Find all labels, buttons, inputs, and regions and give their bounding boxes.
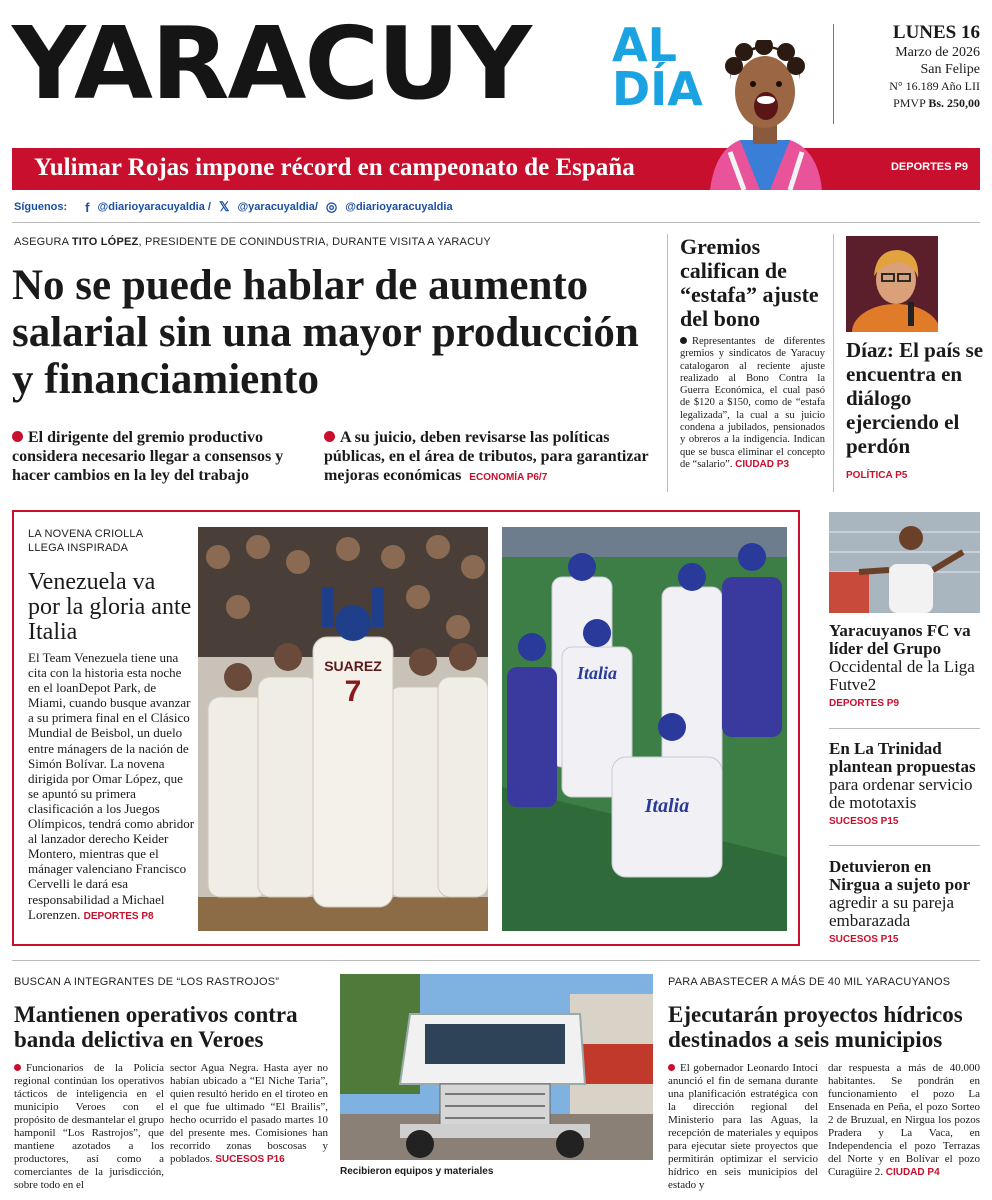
- player-name: SUAREZ: [324, 658, 382, 674]
- trinidad-section[interactable]: SUCESOS P15: [829, 816, 899, 827]
- bullet-dot: [324, 431, 335, 442]
- gremios-body: [680, 336, 825, 471]
- italia-jersey-label: Italia: [644, 795, 690, 817]
- lead-kicker-pre: ASEGURA: [14, 236, 69, 248]
- rastrojos-kicker: BUSCAN A INTEGRANTES DE “LOS RASTROJOS”: [14, 976, 280, 988]
- issue-info: [840, 22, 980, 112]
- divider: [12, 960, 980, 961]
- feature-headline[interactable]: Venezuela va por la gloria ante Italia: [28, 569, 192, 645]
- issue-price: [840, 95, 980, 112]
- masthead-divider: [833, 24, 834, 124]
- price-value: Bs. 250,00: [928, 96, 980, 110]
- divider: [12, 222, 980, 223]
- lead-bullet-2-text: A su juicio, deben revisarse las políticas públicas, en el área de tributos, para garantizar mejoras económicas: [324, 429, 649, 484]
- social-bar: [14, 198, 974, 216]
- diaz-section[interactable]: POLÍTICA P5: [846, 470, 908, 481]
- rastrojos-col2: [170, 1062, 328, 1166]
- gremios-headline[interactable]: Gremios califican de “estafa” ajuste del bono: [680, 234, 819, 331]
- truck-photo: [340, 974, 653, 1160]
- feature-body-text: El Team Venezuela tiene una cita con la historia esta noche en el loanDepot Park, de Miami, cuando busque avanzar a su primera final en el Clásico Mundial de Beisbol, un duelo entre mánagers de la nación de Simón Bolívar. La novena dirigida por Omar López, que se apuntó su primera clasificación a los Juegos Olímpicos, tendrá como abridor al lanzador derecho Keider Montero, mientras que el mánager valenciano Francisco Cervelli le dará esa responsabilidad a Michael Lorenzen.: [28, 650, 195, 922]
- masthead-logo-dia: DÍA: [612, 62, 703, 116]
- gremios-section[interactable]: CIUDAD P3: [735, 458, 790, 470]
- hidricos-section[interactable]: CIUDAD P4: [885, 1167, 940, 1178]
- gremios-body-text: Representantes de diferentes gremios y sindicatos de Yaracuy catalogaron al reciente ajuste realizado al Bono Contra la Guerra Económica, el cual pasó de $120 a $150, como de “estafa legalizada”, la cual a su juicio condena a jubilados, pensionados y obreros a la indigencia. Indican que se busca eliminar el concepto de “salario”.: [680, 336, 825, 470]
- facebook-icon[interactable]: f: [85, 199, 90, 215]
- yaracuyanos-headline-bold: Yaracuyanos FC va líder del Grupo: [829, 621, 971, 658]
- lead-kicker: [14, 236, 654, 248]
- facebook-handle[interactable]: @diarioyaracuyaldia /: [97, 201, 211, 213]
- hidricos-col1: [668, 1062, 818, 1192]
- rastrojos-headline[interactable]: Mantienen operativos contra banda delictiva en Veroes: [14, 1002, 298, 1052]
- athlete-photo-overlay: [700, 148, 830, 190]
- hidricos-kicker: PARA ABASTECER A MÁS DE 40 MIL YARACUYANOS: [668, 976, 951, 988]
- x-icon[interactable]: 𝕏: [218, 199, 230, 214]
- yaracuyanos-photo: [829, 512, 980, 613]
- feature-body: [28, 650, 196, 924]
- divider: [829, 728, 980, 729]
- trinidad-headline[interactable]: [829, 740, 984, 812]
- rastrojos-col1-text: Funcionarios de la Policía regional continúan los operativos tácticos de inteligencia en el municipio Veroes con el propósito de desmantelar el grupo hamponil “Los Rastrojos”, que mantiene azotados a los productores, así como a comerciantes de la jurisdicción, sobre todo en el: [14, 1062, 164, 1191]
- lead-bullet-2: [324, 428, 660, 487]
- price-label: PMVP: [893, 96, 926, 110]
- feature-section[interactable]: DEPORTES P8: [83, 910, 154, 922]
- masthead-logo: YARACUY: [12, 5, 530, 122]
- hidricos-headline[interactable]: Ejecutarán proyectos hídricos destinados a seis municipios: [668, 1002, 963, 1052]
- trinidad-headline-rest: para ordenar servicio de mototaxis: [829, 775, 973, 812]
- social-label: Síguenos:: [14, 201, 68, 213]
- lead-bullet-1-text: El dirigente del gremio productivo considera necesario llegar a consensos y hacer cambios en la ley del trabajo: [12, 429, 284, 484]
- rastrojos-section[interactable]: SUCESOS P16: [215, 1154, 285, 1165]
- issue-day: LUNES 16: [892, 22, 980, 43]
- top-banner[interactable]: [12, 148, 980, 190]
- italia-jersey-label: Italia: [576, 663, 618, 683]
- player-number: 7: [344, 675, 362, 708]
- column-divider: [833, 234, 834, 492]
- yaracuyanos-headline-rest: Occidental de la Liga Futve2: [829, 657, 975, 694]
- instagram-icon[interactable]: ◎: [325, 199, 338, 214]
- truck-photo-caption: Recibieron equipos y materiales: [340, 1166, 494, 1177]
- issue-date: Marzo de 2026: [895, 45, 980, 60]
- venezuela-team-photo: [198, 527, 488, 931]
- x-handle[interactable]: @yaracuyaldia/: [237, 201, 318, 213]
- lead-section[interactable]: ECONOMÍA P6/7: [469, 472, 548, 483]
- diaz-headline[interactable]: Díaz: El país se encuentra en diálogo ejerciendo el perdón: [846, 338, 984, 458]
- lead-headline[interactable]: No se puede hablar de aumento salarial sin una mayor producción y financiamiento: [12, 262, 639, 403]
- masthead-logo-al: AL: [612, 18, 677, 72]
- hidricos-col1-text: El gobernador Leonardo Intoci anunció el fin de semana durante una planificación estratégica con la dirección regional del Ministerio para las Aguas, la recepción de materiales y equipos para ejecutar siete proyectos que permitirán optimizar el servicio hídrico en seis municipios del estado y: [668, 1062, 818, 1191]
- bullet-dot: [12, 431, 23, 442]
- instagram-handle[interactable]: @diarioyaracuyaldia: [345, 201, 453, 213]
- yaracuyanos-section[interactable]: DEPORTES P9: [829, 698, 900, 709]
- rastrojos-col2-text: sector Agua Negra. Hasta ayer no habían ubicado a “El Niche Taria”, quien resultó herido en el tiroteo en el que fue ultimado “El Brailis”, hecho ocurrido el pasado martes 10 del presente mes. Comisiones han recorrido zonas boscosas y poblados.: [170, 1062, 328, 1165]
- lead-bullet-1: [12, 428, 312, 485]
- lead-kicker-post: , PRESIDENTE DE CONINDUSTRIA, DURANTE VISITA A YARACUY: [138, 236, 491, 248]
- diaz-photo: [846, 236, 938, 332]
- nirgua-headline-rest: agredir a su pareja embarazada: [829, 893, 955, 930]
- column-divider: [667, 234, 668, 492]
- bullet-dot: [668, 1064, 675, 1071]
- nirgua-headline-bold: Detuvieron en Nirgua a sujeto por: [829, 857, 971, 894]
- italia-team-photo: [502, 527, 787, 931]
- issue-number: N° 16.189 Año LII: [889, 79, 980, 93]
- banner-headline[interactable]: Yulimar Rojas impone récord en campeonato de España: [34, 154, 635, 181]
- feature-kicker: LA NOVENA CRIOLLA LLEGA INSPIRADA: [28, 528, 143, 554]
- hidricos-col2-text: dar respuesta a más de 40.000 habitantes. Se pondrán en funcionamiento el pozo La Ensenada en Peña, el pozo Sorteo 2 de Bruzual, en Nirgua los pozos Pradera y La Vaca, en Independencia el pozo Terrazas del Norte y en Bolívar el pozo Curagüire 2.: [828, 1062, 980, 1178]
- nirgua-section[interactable]: SUCESOS P15: [829, 934, 899, 945]
- trinidad-headline-bold: En La Trinidad plantean propuestas: [829, 739, 976, 776]
- rastrojos-col1: [14, 1062, 164, 1192]
- yaracuyanos-headline[interactable]: [829, 622, 984, 694]
- issue-city: San Felipe: [920, 62, 980, 77]
- lead-kicker-name: TITO LÓPEZ: [71, 236, 139, 248]
- bullet-dot: [680, 337, 687, 344]
- divider: [829, 845, 980, 846]
- hidricos-col2: [828, 1062, 980, 1179]
- nirgua-headline[interactable]: [829, 858, 984, 930]
- bullet-dot: [14, 1064, 21, 1071]
- banner-section: DEPORTES P9: [890, 161, 968, 173]
